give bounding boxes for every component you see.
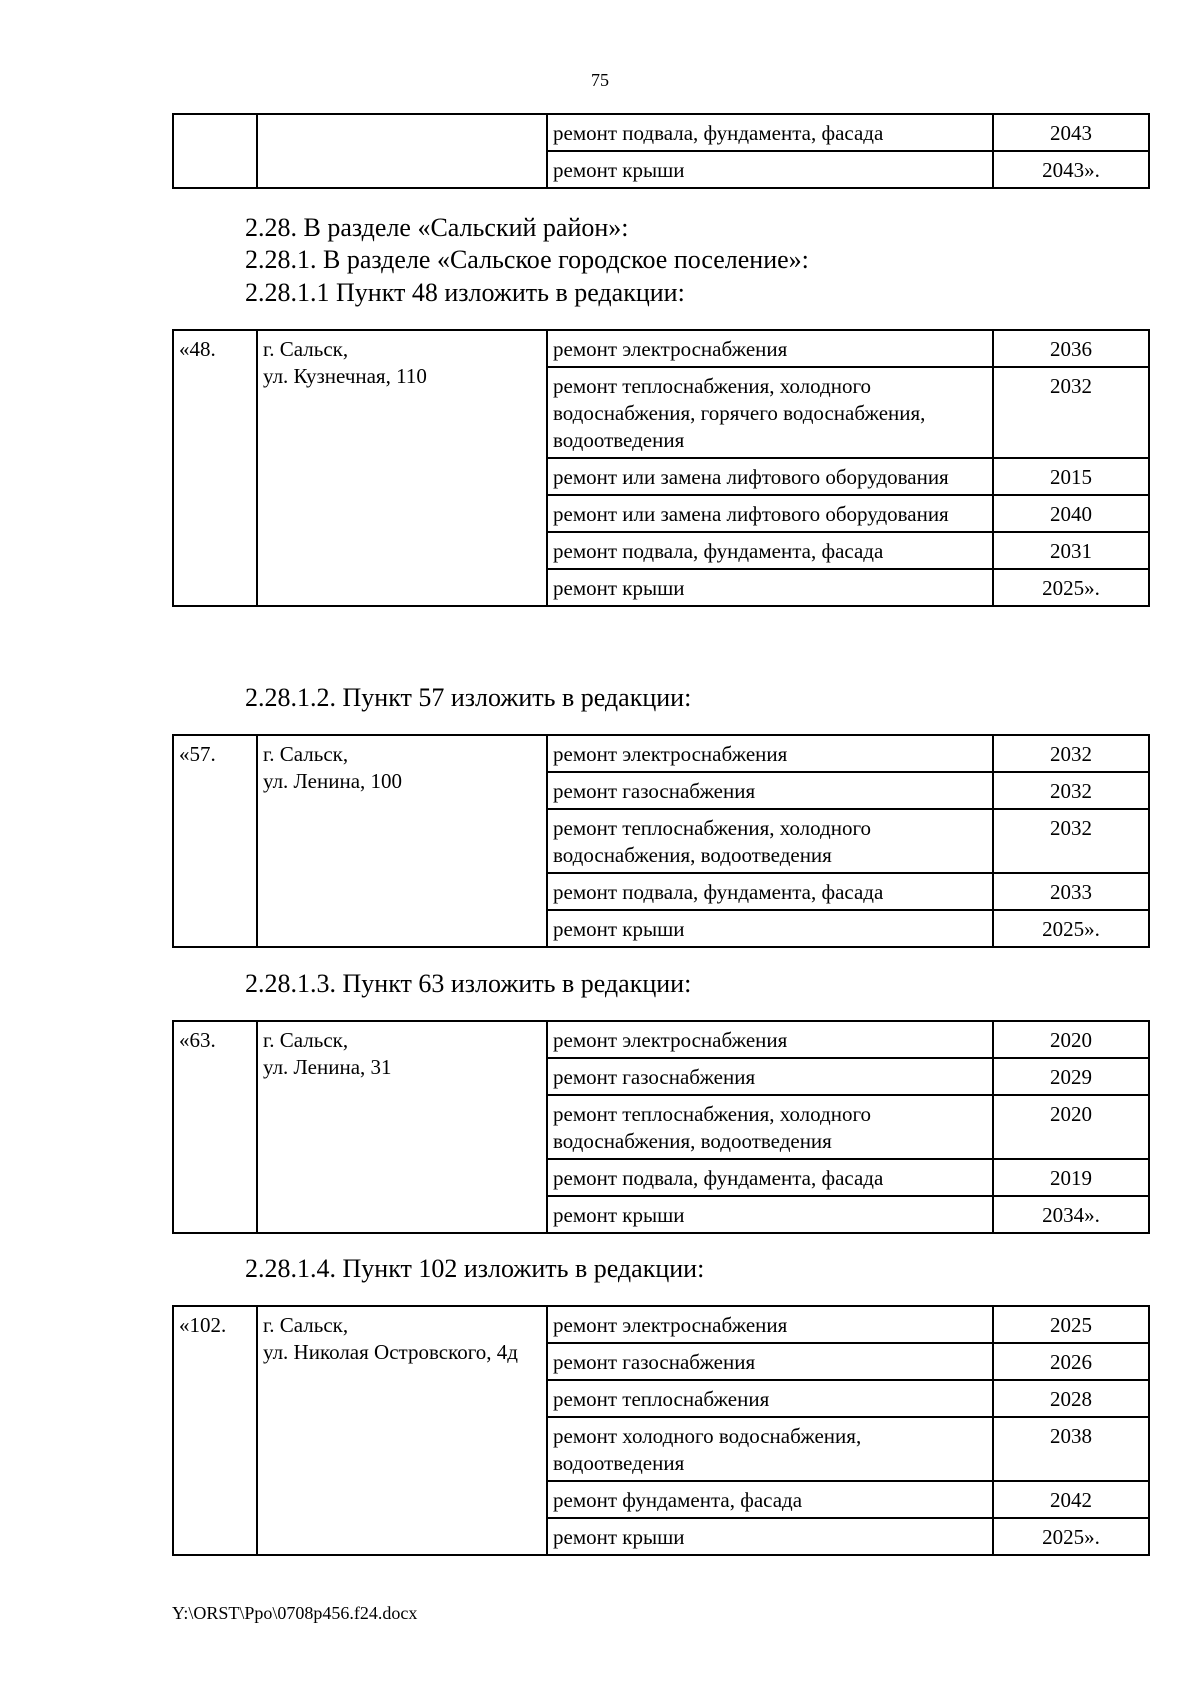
year-cell: 2032 xyxy=(993,809,1149,873)
page-number: 75 xyxy=(591,70,609,90)
table-row xyxy=(173,1306,1149,1343)
work-cell: ремонт электроснабжения xyxy=(547,1306,993,1343)
year-cell: 2025». xyxy=(993,1518,1149,1555)
work-cell: ремонт электроснабжения xyxy=(547,1021,993,1058)
continuation-table xyxy=(172,113,1150,189)
year-cell: 2019 xyxy=(993,1159,1149,1196)
work-cell: ремонт газоснабжения xyxy=(547,772,993,809)
work-cell: ремонт фундамента, фасада xyxy=(547,1481,993,1518)
year-cell: 2040 xyxy=(993,495,1149,532)
work-cell: ремонт крыши xyxy=(547,1518,993,1555)
subsection-heading: 2.28.1. В разделе «Сальское городское поселение»: xyxy=(245,245,809,274)
address-city: г. Сальск, xyxy=(263,337,349,361)
work-cell: ремонт или замена лифтового оборудования xyxy=(547,458,993,495)
work-cell: ремонт электроснабжения xyxy=(547,330,993,367)
address-street: ул. Кузнечная, 110 xyxy=(263,364,427,388)
number-cell xyxy=(173,114,257,188)
year-cell: 2025 xyxy=(993,1306,1149,1343)
year-cell: 2032 xyxy=(993,735,1149,772)
work-cell: ремонт подвала, фундамента, фасада xyxy=(547,532,993,569)
item-number-cell: «57. xyxy=(173,735,257,947)
work-cell: ремонт подвала, фундамента, фасада xyxy=(547,1159,993,1196)
year-cell: 2031 xyxy=(993,532,1149,569)
work-cell: ремонт подвала, фундамента, фасада xyxy=(547,873,993,910)
year-cell: 2033 xyxy=(993,873,1149,910)
work-cell: ремонт электроснабжения xyxy=(547,735,993,772)
work-cell: ремонт холодного водоснабжения, водоотведения xyxy=(547,1417,993,1481)
item-number-cell: «102. xyxy=(173,1306,257,1555)
address-cell xyxy=(257,735,547,947)
table-row xyxy=(173,1021,1149,1058)
item-48-table xyxy=(172,329,1150,607)
work-cell: ремонт подвала, фундамента, фасада xyxy=(547,114,993,151)
work-cell: ремонт крыши xyxy=(547,910,993,947)
address-street: ул. Ленина, 31 xyxy=(263,1055,392,1079)
item-63-table xyxy=(172,1020,1150,1234)
item-heading-63: 2.28.1.3. Пункт 63 изложить в редакции: xyxy=(245,969,692,998)
year-cell: 2020 xyxy=(993,1021,1149,1058)
year-cell: 2042 xyxy=(993,1481,1149,1518)
year-cell: 2032 xyxy=(993,772,1149,809)
work-cell: ремонт теплоснабжения, холодного водоснабжения, горячего водоснабжения, водоотведения xyxy=(547,367,993,458)
year-cell: 2034». xyxy=(993,1196,1149,1233)
address-cell xyxy=(257,1306,547,1555)
year-cell: 2025». xyxy=(993,569,1149,606)
year-cell: 2032 xyxy=(993,367,1149,458)
year-cell: 2029 xyxy=(993,1058,1149,1095)
year-cell: 2015 xyxy=(993,458,1149,495)
year-cell: 2043 xyxy=(993,114,1149,151)
table-row xyxy=(173,114,1149,151)
year-cell: 2028 xyxy=(993,1380,1149,1417)
work-cell: ремонт крыши xyxy=(547,151,993,188)
year-cell: 2038 xyxy=(993,1417,1149,1481)
work-cell: ремонт крыши xyxy=(547,569,993,606)
address-cell xyxy=(257,114,547,188)
year-cell: 2043». xyxy=(993,151,1149,188)
item-number-cell: «63. xyxy=(173,1021,257,1233)
address-cell xyxy=(257,330,547,606)
work-cell: ремонт или замена лифтового оборудования xyxy=(547,495,993,532)
file-path-footer: Y:\ORST\Ppo\0708p456.f24.docx xyxy=(172,1603,418,1623)
address-city: г. Сальск, xyxy=(263,742,349,766)
year-cell: 2020 xyxy=(993,1095,1149,1159)
year-cell: 2025». xyxy=(993,910,1149,947)
item-102-table xyxy=(172,1305,1150,1556)
address-cell xyxy=(257,1021,547,1233)
item-heading-48: 2.28.1.1 Пункт 48 изложить в редакции: xyxy=(245,278,685,307)
item-heading-102: 2.28.1.4. Пункт 102 изложить в редакции: xyxy=(245,1254,705,1283)
year-cell: 2026 xyxy=(993,1343,1149,1380)
address-city: г. Сальск, xyxy=(263,1028,349,1052)
address-street: ул. Николая Островского, 4д xyxy=(263,1340,518,1364)
item-57-table xyxy=(172,734,1150,948)
work-cell: ремонт теплоснабжения xyxy=(547,1380,993,1417)
table-row xyxy=(173,330,1149,367)
year-cell: 2036 xyxy=(993,330,1149,367)
work-cell: ремонт газоснабжения xyxy=(547,1058,993,1095)
item-number-cell: «48. xyxy=(173,330,257,606)
work-cell: ремонт теплоснабжения, холодного водоснабжения, водоотведения xyxy=(547,1095,993,1159)
address-city: г. Сальск, xyxy=(263,1313,349,1337)
work-cell: ремонт теплоснабжения, холодного водоснабжения, водоотведения xyxy=(547,809,993,873)
work-cell: ремонт крыши xyxy=(547,1196,993,1233)
section-heading: 2.28. В разделе «Сальский район»: xyxy=(245,213,629,242)
table-row xyxy=(173,735,1149,772)
work-cell: ремонт газоснабжения xyxy=(547,1343,993,1380)
item-heading-57: 2.28.1.2. Пункт 57 изложить в редакции: xyxy=(245,683,692,712)
address-street: ул. Ленина, 100 xyxy=(263,769,403,793)
